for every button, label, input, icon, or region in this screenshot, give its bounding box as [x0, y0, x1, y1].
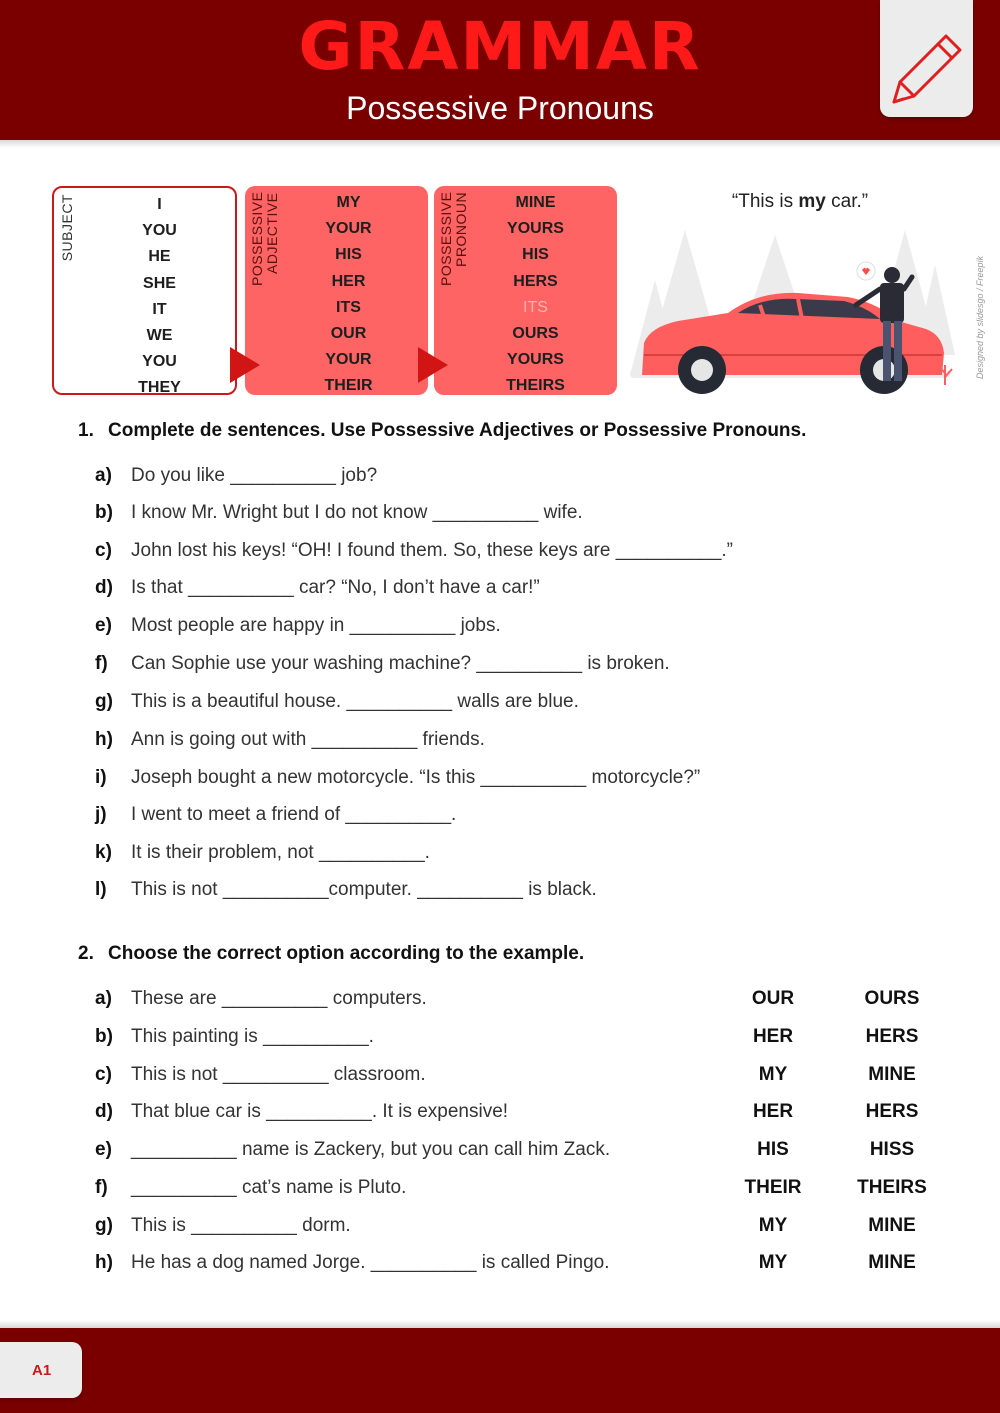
subject-word: HE — [148, 248, 171, 266]
subject-word: SHE — [143, 274, 176, 292]
header-shadow — [0, 140, 1000, 148]
pencil-tab — [880, 0, 973, 117]
adjective-word: MY — [336, 194, 361, 211]
subject-word: IT — [152, 300, 167, 318]
option-1[interactable]: MY — [758, 1064, 788, 1085]
adjective-word: ITS — [336, 298, 361, 316]
pronoun-word: THEIRS — [506, 377, 565, 395]
option-2[interactable]: THEIRS — [857, 1177, 927, 1198]
option-2[interactable]: HERS — [865, 1026, 919, 1047]
adjective-word: HER — [331, 272, 366, 290]
subject-word: THEY — [138, 379, 181, 397]
option-1[interactable]: HER — [752, 1026, 794, 1047]
pencil-icon — [888, 30, 966, 108]
adjective-word: YOUR — [325, 351, 372, 369]
page-title: GRAMMAR — [298, 8, 702, 85]
adjective-word: YOUR — [325, 220, 372, 238]
adjective-words — [257, 190, 440, 400]
level-label: A1 — [32, 1362, 52, 1379]
pronoun-word: HIS — [522, 246, 549, 264]
footer-shadow — [0, 1320, 1000, 1328]
adjective-column — [245, 186, 428, 395]
option-2[interactable]: MINE — [868, 1064, 916, 1085]
pronoun-column — [434, 186, 617, 395]
pronoun-words — [444, 190, 627, 400]
pronoun-word: YOURS — [507, 351, 564, 369]
pronoun-word: MINE — [515, 194, 556, 211]
option-2[interactable]: MINE — [868, 1215, 916, 1236]
adjective-word: THEIR — [324, 377, 373, 395]
example-quote: “This is my car.” — [731, 191, 869, 212]
car-illustration — [630, 225, 960, 400]
exercise-1-heading: 1. Complete de sentences. Use Possessive Adjectives or Possessive Pronouns. — [78, 420, 807, 441]
option-2[interactable]: OURS — [864, 988, 920, 1009]
adjective-word: OUR — [330, 324, 367, 342]
option-1[interactable]: MY — [758, 1215, 788, 1236]
pronoun-word: ITS — [523, 298, 548, 316]
option-1[interactable]: HER — [752, 1101, 794, 1122]
option-2[interactable]: MINE — [868, 1252, 916, 1273]
arrow-right-icon — [418, 347, 448, 383]
subject-column — [52, 186, 237, 395]
subject-word: I — [157, 196, 162, 213]
exercise-2-heading: 2. Choose the correct option according to the example. — [78, 943, 585, 964]
footer-bar — [0, 1328, 1000, 1413]
subject-word: YOU — [142, 353, 177, 371]
option-2[interactable]: HERS — [865, 1101, 919, 1122]
subject-word: YOU — [142, 222, 177, 240]
subject-label: SUBJECT — [59, 194, 75, 262]
pronoun-word: HERS — [513, 272, 558, 290]
page-subtitle: Possessive Pronouns — [346, 90, 654, 126]
option-1[interactable]: MY — [758, 1252, 788, 1273]
option-2[interactable]: HISS — [869, 1139, 915, 1160]
option-1[interactable]: HIS — [757, 1139, 789, 1160]
pronoun-word: YOURS — [507, 220, 564, 238]
level-badge — [0, 1342, 82, 1398]
pronoun-label: POSSESSIVE PRONOUN — [438, 192, 469, 287]
option-1[interactable]: OUR — [751, 988, 795, 1009]
option-1[interactable]: THEIR — [744, 1177, 802, 1198]
arrow-right-icon — [230, 347, 260, 383]
adjective-word: HIS — [335, 246, 362, 264]
image-credit: Designed by slidesgo / Freepik — [975, 255, 985, 379]
pronoun-word: OURS — [512, 324, 559, 342]
subject-words — [68, 192, 251, 402]
subject-word: WE — [146, 326, 173, 344]
adjective-label: POSSESSIVE ADJECTIVE — [249, 192, 280, 287]
